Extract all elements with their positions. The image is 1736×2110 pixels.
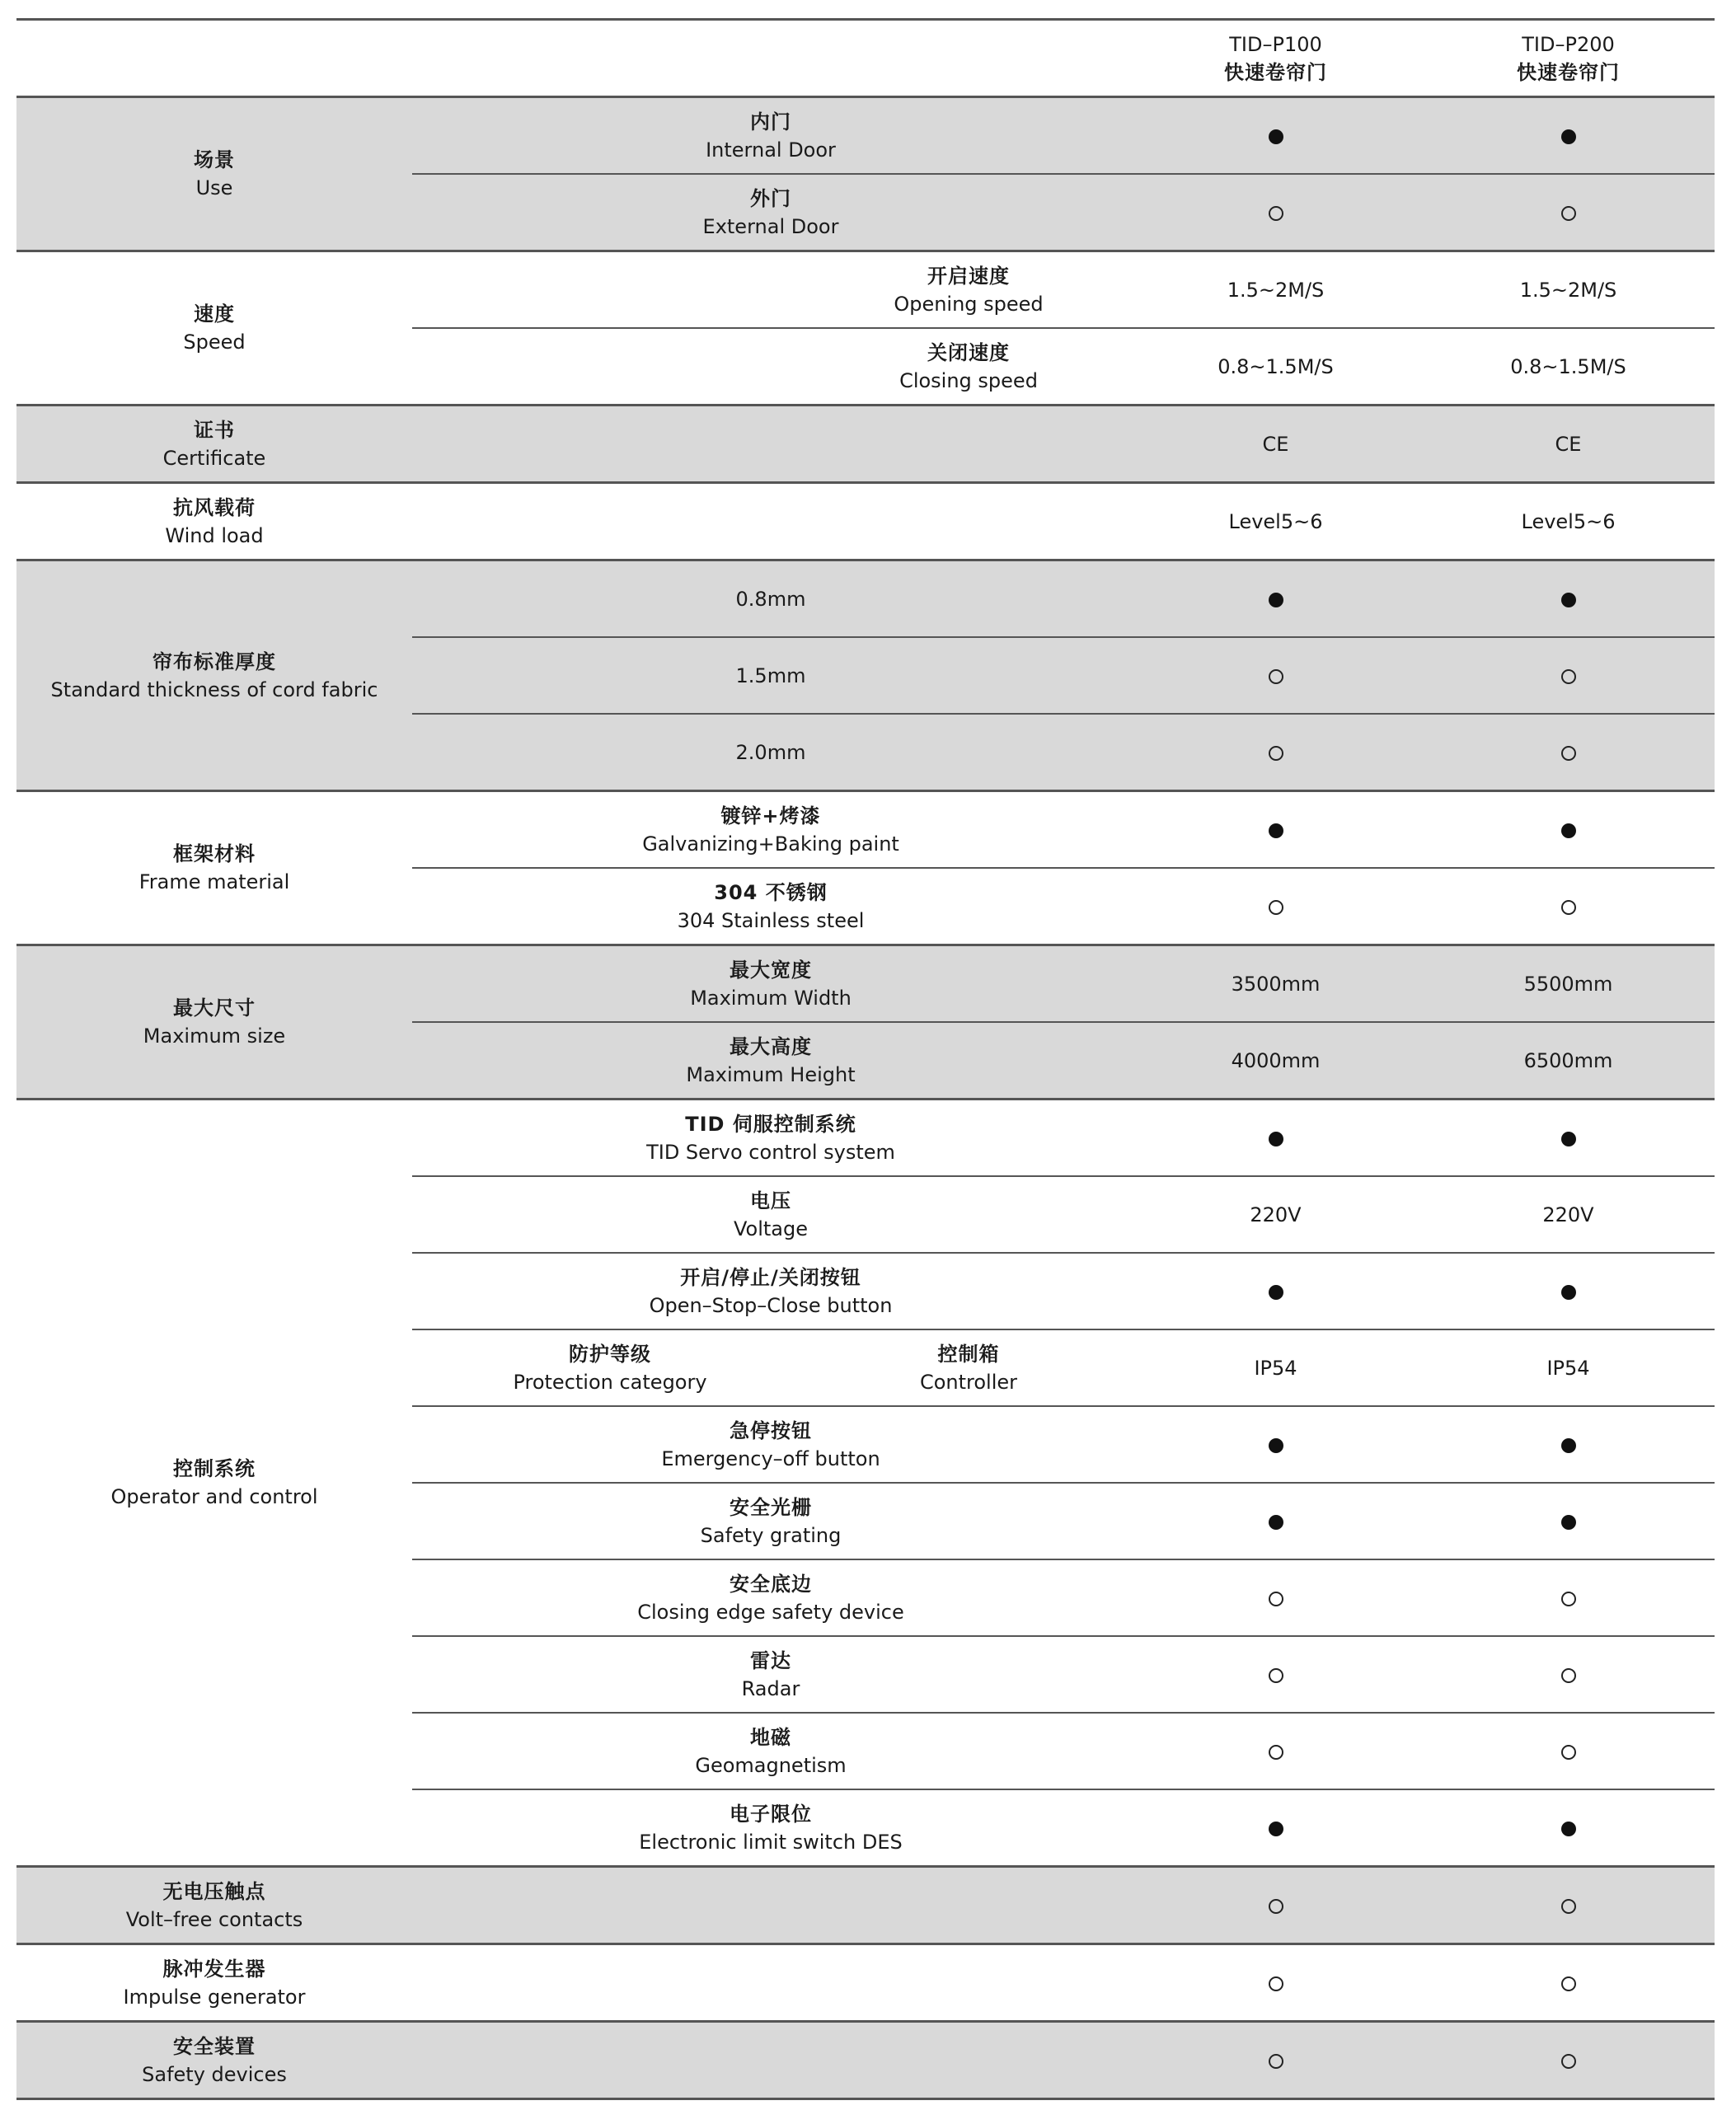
- item-zh: 最大宽度: [730, 958, 812, 982]
- item-zh: 雷达: [750, 1648, 791, 1672]
- category-zh: 速度: [194, 302, 235, 326]
- cell-p200: [1422, 1789, 1715, 1867]
- table-row: [16, 251, 1715, 329]
- item-zh: 外门: [750, 186, 791, 210]
- item-en: Emergency–off button: [661, 1447, 880, 1470]
- cell-p100: [1129, 791, 1422, 869]
- item-en: Internal Door: [706, 138, 836, 162]
- header-row: [16, 20, 1715, 97]
- cell-p100: 4000mm: [1129, 1022, 1422, 1100]
- cell-p200: 0.8~1.5M/S: [1422, 328, 1715, 406]
- cell-p100: 0.8~1.5M/S: [1129, 328, 1422, 406]
- cell-p100: [1129, 1867, 1422, 1944]
- open-circle-icon: [1561, 1668, 1576, 1683]
- cell-p100: 1.5~2M/S: [1129, 251, 1422, 329]
- open-circle-icon: [1269, 900, 1283, 915]
- cell-p200: 220V: [1422, 1176, 1715, 1253]
- category-en: Speed: [183, 331, 246, 354]
- filled-dot-icon: [1561, 1515, 1576, 1530]
- cell-p200: [1422, 1100, 1715, 1177]
- table-row: [16, 791, 1715, 869]
- category-zh: 证书: [194, 418, 235, 442]
- item-label: [412, 1253, 1129, 1329]
- item-en: Safety grating: [700, 1523, 842, 1547]
- model-type: 快速卷帘门: [1224, 60, 1327, 84]
- empty-cell: [412, 251, 808, 329]
- item-label: [412, 1176, 1129, 1253]
- cell-p200: CE: [1422, 406, 1715, 483]
- table-row: [16, 560, 1715, 638]
- item-label: [412, 1713, 1129, 1789]
- cell-p100: 3500mm: [1129, 945, 1422, 1023]
- model-name: TID–P100: [1229, 32, 1322, 56]
- item-en: Maximum Height: [686, 1062, 856, 1086]
- item-zh: 地磁: [750, 1725, 791, 1749]
- cell-p200: [1422, 1867, 1715, 1944]
- open-circle-icon: [1269, 2054, 1283, 2069]
- category-en: Use: [195, 176, 233, 199]
- item-label: [412, 1483, 1129, 1559]
- item-label: [412, 791, 1129, 869]
- item-zh: 电压: [750, 1189, 791, 1212]
- filled-dot-icon: [1561, 1132, 1576, 1146]
- item-label: [412, 1559, 1129, 1636]
- category-certificate: [16, 406, 412, 483]
- cell-p200: [1422, 868, 1715, 945]
- item-label: [412, 1406, 1129, 1483]
- filled-dot-icon: [1561, 1285, 1576, 1300]
- category-zh: 框架材料: [173, 842, 256, 865]
- item-label: [412, 945, 1129, 1023]
- category-use: [16, 97, 412, 251]
- category-en: Standard thickness of cord fabric: [50, 678, 378, 701]
- empty-cell: [412, 2022, 1129, 2099]
- cell-p200: [1422, 637, 1715, 714]
- cell-p200: [1422, 1253, 1715, 1329]
- sub-item-label: [808, 1329, 1129, 1406]
- cell-p200: [1422, 1483, 1715, 1559]
- filled-dot-icon: [1561, 593, 1576, 607]
- cell-p200: Level5~6: [1422, 483, 1715, 560]
- category-zh: 无电压触点: [162, 1879, 266, 1903]
- cell-p100: [1129, 1944, 1422, 2022]
- table-row: [16, 945, 1715, 1023]
- category-wind-load: [16, 483, 412, 560]
- category-zh: 控制系统: [173, 1457, 256, 1480]
- table-row: [16, 97, 1715, 175]
- cell-p100: [1129, 2022, 1422, 2099]
- cell-p200: 6500mm: [1422, 1022, 1715, 1100]
- item-label: [412, 868, 1129, 945]
- spec-table: [16, 18, 1715, 2100]
- open-circle-icon: [1561, 1745, 1576, 1760]
- open-circle-icon: [1269, 1592, 1283, 1606]
- open-circle-icon: [1561, 1899, 1576, 1914]
- cell-p200: [1422, 714, 1715, 791]
- header-blank: [16, 20, 1129, 97]
- table-row: [16, 406, 1715, 483]
- cell-p100: [1129, 1483, 1422, 1559]
- filled-dot-icon: [1269, 1515, 1283, 1530]
- item-en: Opening speed: [894, 292, 1044, 316]
- category-en: Impulse generator: [123, 1985, 306, 2009]
- model-name: TID–P200: [1522, 32, 1615, 56]
- filled-dot-icon: [1269, 1438, 1283, 1453]
- cell-p200: 1.5~2M/S: [1422, 251, 1715, 329]
- cell-p100: [1129, 714, 1422, 791]
- empty-cell: [412, 1867, 1129, 1944]
- category-zh: 最大尺寸: [173, 996, 256, 1020]
- item-label: 0.8mm: [412, 560, 1129, 638]
- cell-p100: Level5~6: [1129, 483, 1422, 560]
- filled-dot-icon: [1561, 1822, 1576, 1836]
- cell-p200: [1422, 1559, 1715, 1636]
- item-zh: 最大高度: [730, 1034, 812, 1058]
- item-en: Geomagnetism: [695, 1753, 847, 1777]
- item-zh: 内门: [750, 110, 791, 134]
- cell-p100: [1129, 1100, 1422, 1177]
- item-label: [412, 1636, 1129, 1713]
- open-circle-icon: [1269, 1976, 1283, 1991]
- item-label: [412, 1789, 1129, 1867]
- filled-dot-icon: [1269, 1285, 1283, 1300]
- item-en: Radar: [741, 1676, 800, 1700]
- item-label: [412, 174, 1129, 251]
- item-en: Galvanizing+Baking paint: [642, 832, 899, 856]
- open-circle-icon: [1269, 669, 1283, 684]
- cell-p200: [1422, 1636, 1715, 1713]
- spec-sheet: [16, 18, 1715, 2100]
- cell-p200: IP54: [1422, 1329, 1715, 1406]
- item-en: Closing edge safety device: [637, 1600, 904, 1624]
- table-row: [16, 1100, 1715, 1177]
- category-impulse-generator: [16, 1944, 412, 2022]
- item-zh: 镀锌+烤漆: [720, 804, 821, 828]
- category-en: Safety devices: [142, 2062, 287, 2086]
- item-en: External Door: [702, 214, 839, 238]
- category-zh: 场景: [194, 148, 235, 171]
- cell-p100: CE: [1129, 406, 1422, 483]
- open-circle-icon: [1561, 2054, 1576, 2069]
- category-zh: 脉冲发生器: [162, 1957, 266, 1981]
- category-speed: [16, 251, 412, 406]
- open-circle-icon: [1561, 1592, 1576, 1606]
- open-circle-icon: [1269, 1668, 1283, 1683]
- open-circle-icon: [1269, 1745, 1283, 1760]
- filled-dot-icon: [1269, 593, 1283, 607]
- cell-p100: [1129, 1253, 1422, 1329]
- item-en: Maximum Width: [690, 986, 852, 1010]
- cell-p100: [1129, 868, 1422, 945]
- category-en: Wind load: [165, 523, 264, 547]
- item-en: Electronic limit switch DES: [639, 1830, 903, 1854]
- category-zh: 安全装置: [173, 2034, 256, 2058]
- category-en: Operator and control: [110, 1485, 318, 1508]
- cell-p100: [1129, 97, 1422, 175]
- category-maximum-size: [16, 945, 412, 1100]
- open-circle-icon: [1561, 669, 1576, 684]
- category-en: Certificate: [162, 446, 266, 470]
- filled-dot-icon: [1561, 1438, 1576, 1453]
- item-en: Controller: [919, 1370, 1018, 1394]
- category-fabric-thickness: [16, 560, 412, 791]
- cell-p100: 220V: [1129, 1176, 1422, 1253]
- empty-cell: [412, 406, 1129, 483]
- cell-p100: [1129, 1789, 1422, 1867]
- item-zh: 开启速度: [927, 264, 1010, 288]
- item-label: [808, 251, 1129, 329]
- open-circle-icon: [1561, 1976, 1576, 1991]
- open-circle-icon: [1269, 206, 1283, 221]
- item-zh: 控制箱: [937, 1342, 1000, 1366]
- cell-p200: [1422, 97, 1715, 175]
- item-label: 2.0mm: [412, 714, 1129, 791]
- item-label: [808, 328, 1129, 406]
- cell-p100: [1129, 1636, 1422, 1713]
- empty-cell: [412, 1944, 1129, 2022]
- item-en: Protection category: [513, 1370, 707, 1394]
- cell-p100: IP54: [1129, 1329, 1422, 1406]
- open-circle-icon: [1561, 900, 1576, 915]
- cell-p200: [1422, 1944, 1715, 2022]
- open-circle-icon: [1561, 746, 1576, 761]
- cell-p100: [1129, 560, 1422, 638]
- item-zh: TID 伺服控制系统: [685, 1112, 856, 1136]
- item-zh: 防护等级: [569, 1342, 651, 1366]
- filled-dot-icon: [1269, 129, 1283, 144]
- item-zh: 安全底边: [730, 1572, 812, 1596]
- cell-p100: [1129, 174, 1422, 251]
- item-label: [412, 1329, 808, 1406]
- item-label: [412, 1022, 1129, 1100]
- open-circle-icon: [1269, 1899, 1283, 1914]
- cell-p100: [1129, 1406, 1422, 1483]
- item-zh: 开启/停止/关闭按钮: [680, 1265, 861, 1289]
- category-operator-control: [16, 1100, 412, 1867]
- table-row: [16, 1944, 1715, 2022]
- category-en: Frame material: [138, 870, 290, 893]
- filled-dot-icon: [1269, 1132, 1283, 1146]
- item-zh: 关闭速度: [927, 340, 1010, 364]
- cell-p200: [1422, 174, 1715, 251]
- item-label: 1.5mm: [412, 637, 1129, 714]
- open-circle-icon: [1269, 746, 1283, 761]
- item-en: Open–Stop–Close button: [649, 1293, 893, 1317]
- item-zh: 安全光栅: [730, 1495, 812, 1519]
- open-circle-icon: [1561, 206, 1576, 221]
- category-zh: 帘布标准厚度: [152, 649, 276, 673]
- header-p200: [1422, 20, 1715, 97]
- cell-p200: [1422, 560, 1715, 638]
- empty-cell: [412, 483, 1129, 560]
- table-row: [16, 2022, 1715, 2099]
- item-en: TID Servo control system: [646, 1140, 895, 1164]
- category-volt-free-contacts: [16, 1867, 412, 1944]
- filled-dot-icon: [1269, 1822, 1283, 1836]
- table-row: [16, 483, 1715, 560]
- cell-p200: [1422, 1406, 1715, 1483]
- item-zh: 电子限位: [730, 1802, 812, 1826]
- empty-cell: [412, 328, 808, 406]
- category-en: Maximum size: [143, 1025, 286, 1048]
- cell-p200: [1422, 2022, 1715, 2099]
- model-type: 快速卷帘门: [1517, 60, 1620, 84]
- item-en: Voltage: [733, 1217, 809, 1240]
- item-zh: 急停按钮: [730, 1418, 812, 1442]
- cell-p100: [1129, 1713, 1422, 1789]
- category-en: Volt–free contacts: [125, 1907, 303, 1931]
- item-en: 304 Stainless steel: [677, 908, 865, 932]
- filled-dot-icon: [1561, 823, 1576, 838]
- cell-p200: [1422, 791, 1715, 869]
- header-p100: [1129, 20, 1422, 97]
- item-en: Closing speed: [899, 368, 1038, 392]
- item-label: [412, 1100, 1129, 1177]
- category-safety-devices: [16, 2022, 412, 2099]
- cell-p200: 5500mm: [1422, 945, 1715, 1023]
- item-zh: 304 不锈钢: [714, 880, 828, 904]
- filled-dot-icon: [1269, 823, 1283, 838]
- cell-p100: [1129, 637, 1422, 714]
- cell-p100: [1129, 1559, 1422, 1636]
- category-zh: 抗风载荷: [173, 495, 256, 519]
- filled-dot-icon: [1561, 129, 1576, 144]
- table-row: [16, 1867, 1715, 1944]
- category-frame-material: [16, 791, 412, 945]
- item-label: [412, 97, 1129, 175]
- cell-p200: [1422, 1713, 1715, 1789]
